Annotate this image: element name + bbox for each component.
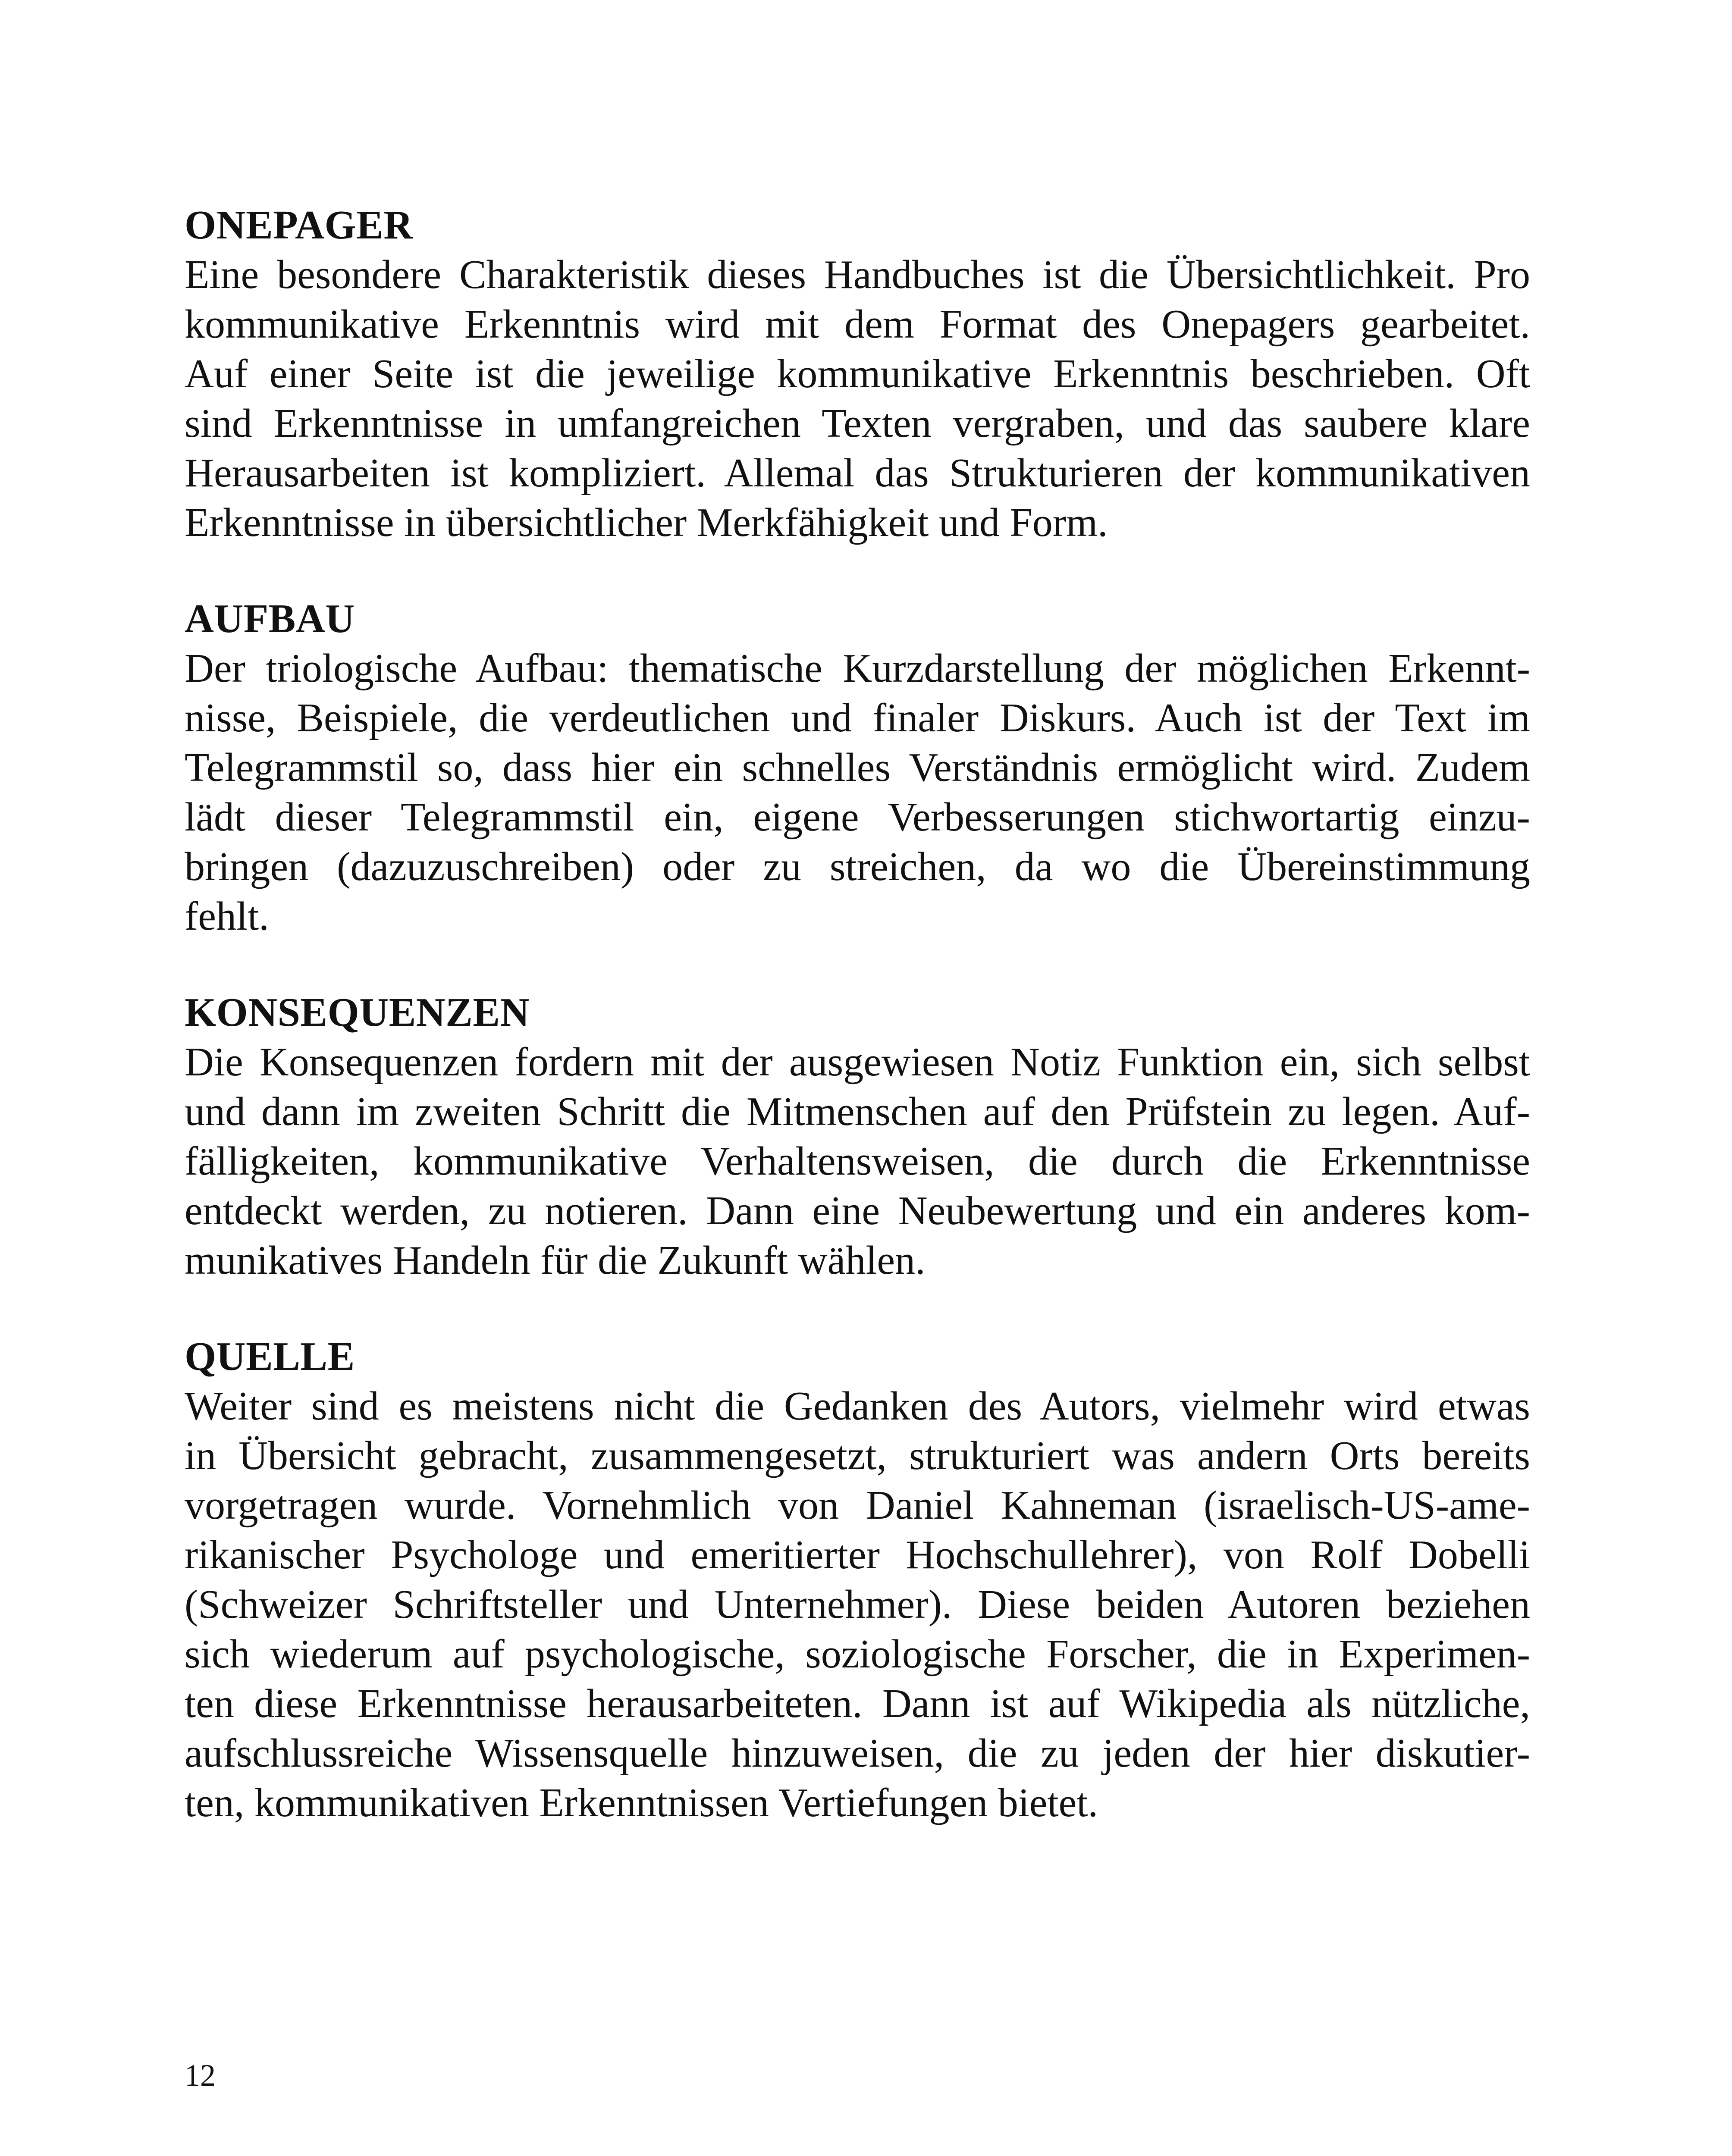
section-heading: QUELLE (185, 1334, 355, 1379)
text-line: sind Erkenntnisse in umfangreichen Texten vergraben, und das saubere klare (185, 401, 1530, 446)
text-line: nisse, Beispiele, die verdeutlichen und finaler Diskurs. Auch ist der Text im (185, 696, 1530, 740)
section-heading: AUFBAU (185, 596, 355, 641)
text-line: aufschlussreiche Wissensquelle hinzuweisen, die zu jeden der hier diskutier- (185, 1731, 1530, 1776)
text-line: vorgetragen wurde. Vornehmlich von Daniel Kahneman (israelisch-US-ame- (185, 1483, 1530, 1528)
section-paragraph (185, 1037, 1530, 1285)
text-line: bringen (dazuzuschreiben) oder zu streichen, da wo die Übereinstimmung (185, 844, 1530, 889)
text-line: entdeckt werden, zu notieren. Dann eine Neubewertung und ein anderes kom- (185, 1188, 1530, 1233)
page-number: 12 (185, 2058, 216, 2093)
text-line: Herausarbeiten ist kompliziert. Allemal das Strukturieren der kommunikativen (185, 451, 1530, 495)
text-line: rikanischer Psychologe und emeritierter Hochschullehrer), von Rolf Dobelli (185, 1532, 1530, 1577)
text-line: Der triologische Aufbau: thematische Kurzdarstellung der möglichen Erkennt- (185, 646, 1530, 691)
text-line: (Schweizer Schriftsteller und Unternehmer). Diese beiden Autoren beziehen (185, 1582, 1530, 1627)
text-line: kommunikative Erkenntnis wird mit dem Format des Onepagers gearbeitet. (185, 302, 1530, 347)
text-line: munikatives Handeln für die Zukunft wählen. (185, 1238, 926, 1283)
text-line: lädt dieser Telegrammstil ein, eigene Verbesserungen stichwortartig einzu- (185, 795, 1530, 840)
text-line: ten diese Erkenntnisse herausarbeiteten. Dann ist auf Wikipedia als nützliche, (185, 1681, 1530, 1726)
text-line: in Übersicht gebracht, zusammengesetzt, strukturiert was andern Orts bereits (185, 1433, 1530, 1478)
text-line: Auf einer Seite ist die jeweilige kommunikative Erkenntnis beschrieben. Oft (185, 351, 1530, 396)
text-line: sich wiederum auf psychologische, soziologische Forscher, die in Experimen- (185, 1632, 1530, 1677)
section-heading: ONEPAGER (185, 203, 413, 248)
section-konsequenzen (185, 988, 1530, 1285)
section-paragraph (185, 250, 1530, 548)
section-quelle (185, 1332, 1530, 1828)
text-line: ten, kommunikativen Erkenntnissen Vertiefungen bietet. (185, 1780, 1098, 1825)
text-line: Telegrammstil so, dass hier ein schnelles Verständnis ermöglicht wird. Zudem (185, 745, 1530, 790)
text-line: Weiter sind es meistens nicht die Gedanken des Autors, vielmehr wird etwas (185, 1384, 1530, 1429)
text-line: fehlt. (185, 894, 269, 939)
text-line: Die Konsequenzen fordern mit der ausgewiesen Notiz Funktion ein, sich selbst (185, 1040, 1530, 1084)
text-line: fälligkeiten, kommunikative Verhaltensweisen, die durch die Erkenntnisse (185, 1139, 1530, 1184)
text-line: und dann im zweiten Schritt die Mitmenschen auf den Prüfstein zu legen. Auf- (185, 1089, 1530, 1134)
section-paragraph (185, 644, 1530, 941)
section-onepager (185, 201, 1530, 548)
text-line: Erkenntnisse in übersichtlicher Merkfähigkeit und Form. (185, 500, 1108, 545)
section-heading: KONSEQUENZEN (185, 990, 530, 1035)
section-paragraph (185, 1382, 1530, 1828)
text-line: Eine besondere Charakteristik dieses Handbuches ist die Übersichtlichkeit. Pro (185, 252, 1530, 297)
section-aufbau (185, 594, 1530, 941)
page-content (185, 201, 1530, 1828)
